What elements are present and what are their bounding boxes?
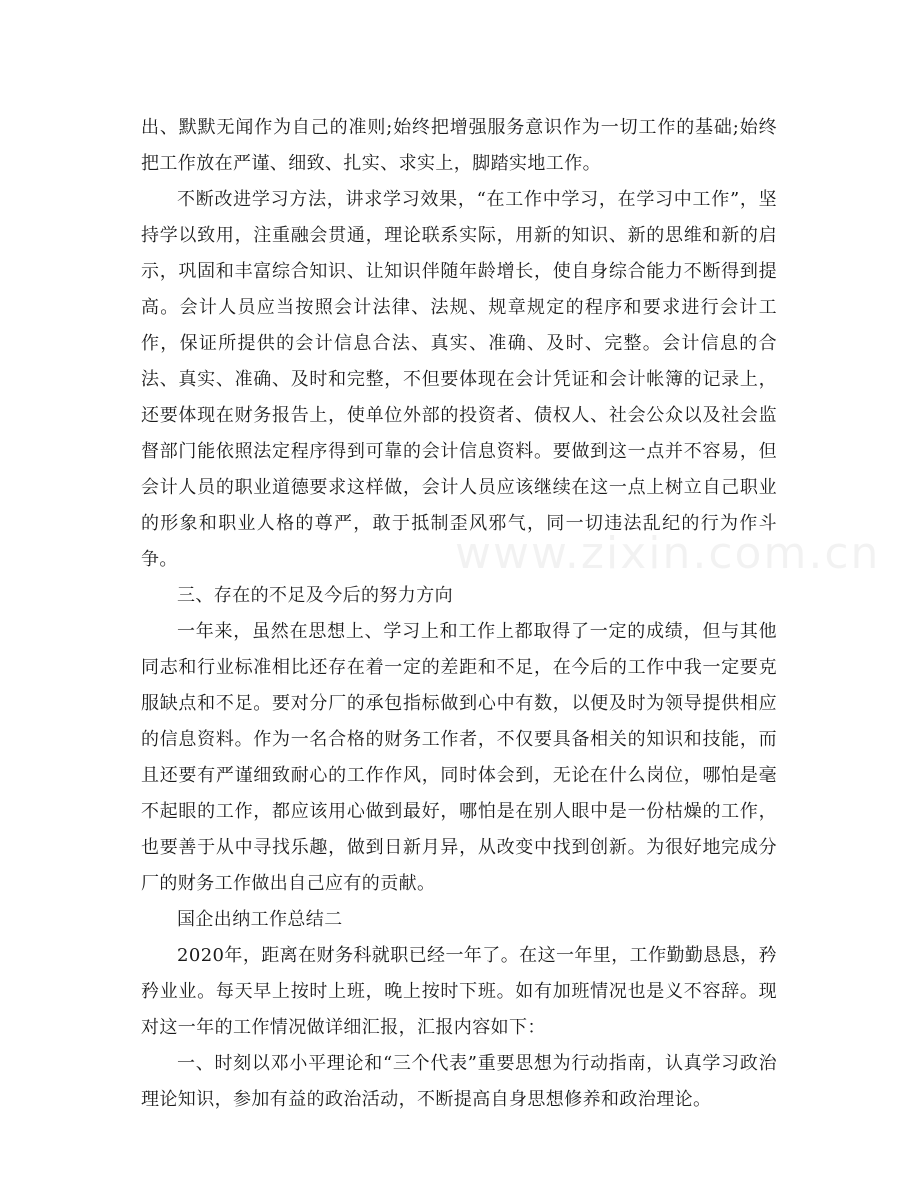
paragraph-6: 2020年，距离在财务科就职已经一年了。在这一年里，工作勤勤恳恳，矜矜业业。每天早上按时上班，晚上按时下班。如有加班情况也是义不容辞。现对这一年的工作情况做详细汇报，汇报内容如下： <box>141 945 777 1038</box>
paragraph-4: 一年来，虽然在思想上、学习上和工作上都取得了一定的成绩，但与其他同志和行业标准相比还存在着一定的差距和不足，在今后的工作中我一定要克服缺点和不足。要对分厂的承包指标做到心中有数，以便及时为领导提供相应的信息资料。作为一名合格的财务工作者，不仅要具备相关的知识和技能，而且还要有严谨细致耐心的工作作风，同时体会到，无论在什么岗位，哪怕是毫不起眼的工作，都应该用心做到最好，哪怕是在别人眼中是一份枯燥的工作，也要善于从中寻找乐趣，做到日新月异，从改变中找到创新。为很好地完成分厂的财务工作做出自己应有的贡献。 <box>141 621 777 894</box>
paragraph-7: 一、时刻以邓小平理论和“三个代表”重要思想为行动指南，认真学习政治理论知识，参加有益的政治活动，不断提高自身思想修养和政治理论。 <box>141 1053 777 1110</box>
paragraph-1: 出、默默无闻作为自己的准则;始终把增强服务意识作为一切工作的基础;始终把工作放在严谨、细致、扎实、求实上，脚踏实地工作。 <box>141 117 777 174</box>
document-body <box>141 110 777 1118</box>
section-heading-3: 三、存在的不足及今后的努力方向 <box>177 585 453 606</box>
summary-title-2: 国企出纳工作总结二 <box>177 909 343 930</box>
watermark: www.zixin.com.cn <box>455 528 881 579</box>
paragraph-2: 不断改进学习方法，讲求学习效果，“在工作中学习，在学习中工作”，坚持学以致用，注重融会贯通，理论联系实际，用新的知识、新的思维和新的启示，巩固和丰富综合知识、让知识伴随年龄增长，使自身综合能力不断得到提高。会计人员应当按照会计法律、法规、规章规定的程序和要求进行会计工作，保证所提供的会计信息合法、真实、准确、及时、完整。会计信息的合法、真实、准确、及时和完整，不但要体现在会计凭证和会计帐簿的记录上，还要体现在财务报告上，使单位外部的投资者、债权人、社会公众以及社会监督部门能依照法定程序得到可靠的会计信息资料。要做到这一点并不容易，但会计人员的职业道德要求这样做，会计人员应该继续在这一点上树立自己职业的形象和职业人格的尊严，敢于抵制歪风邪气，同一切违法乱纪的行为作斗争。 <box>141 189 777 570</box>
